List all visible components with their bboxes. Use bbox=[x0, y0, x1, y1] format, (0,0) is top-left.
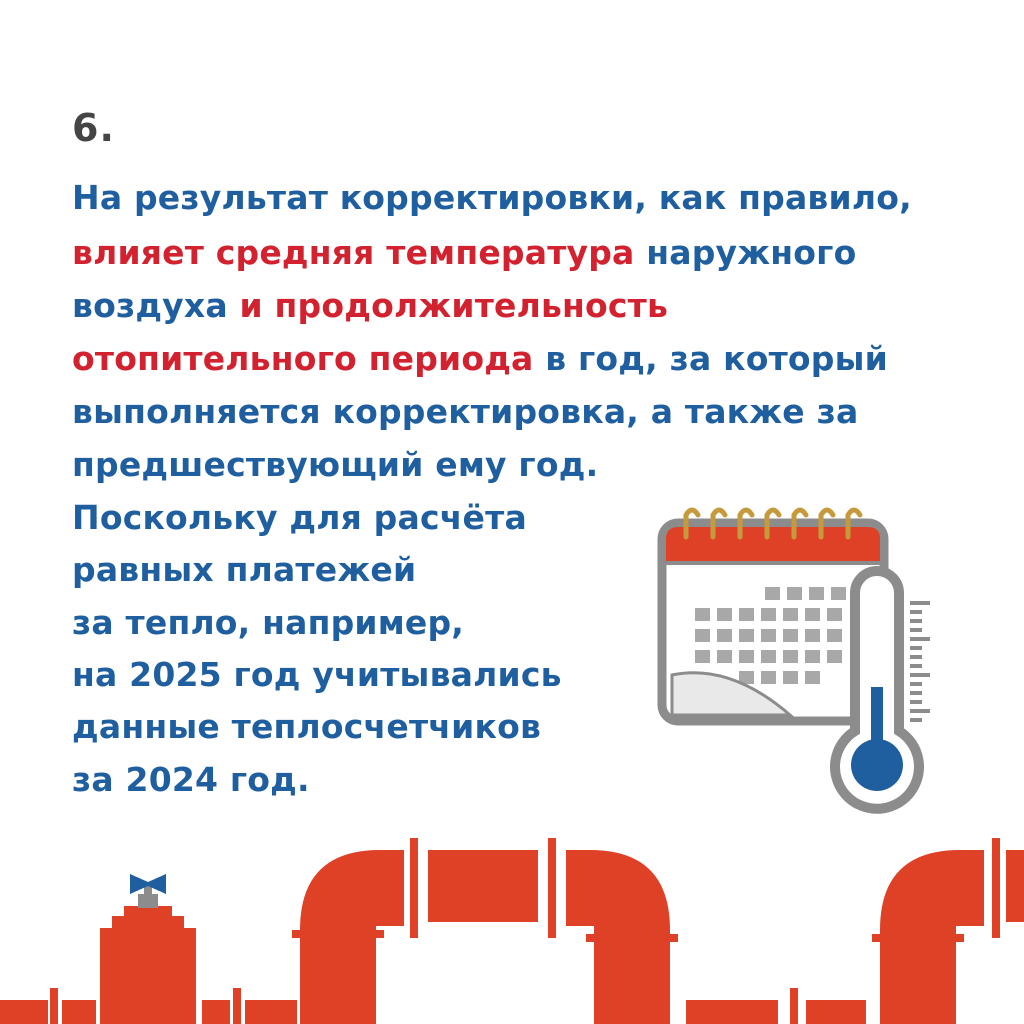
text-line-11: данные теплосчетчиков bbox=[72, 707, 542, 746]
text-fragment: в год, за который bbox=[533, 339, 888, 378]
slide-number: 6. bbox=[72, 106, 115, 150]
text-line-10: на 2025 год учитывались bbox=[72, 655, 562, 694]
pipes-illustration bbox=[0, 810, 1024, 1024]
text-line-7: Поскольку для расчёта bbox=[72, 498, 527, 537]
pipe-system bbox=[0, 838, 1024, 1024]
text-line-9: за тепло, например, bbox=[72, 603, 465, 642]
text-fragment: воздуха bbox=[72, 286, 240, 325]
text-line-3 bbox=[72, 286, 668, 325]
valve-icon bbox=[130, 874, 166, 908]
text-line-2 bbox=[72, 233, 856, 272]
text-line-12: за 2024 год. bbox=[72, 760, 310, 799]
text-line-8: равных платежей bbox=[72, 550, 417, 589]
calendar-thermometer-illustration bbox=[640, 495, 940, 815]
text-line-4 bbox=[72, 339, 888, 378]
text-line-6: предшествующий ему год. bbox=[72, 445, 599, 484]
highlight-temperature: влияет средняя температура bbox=[72, 233, 635, 272]
text-line-1: На результат корректировки, как правило, bbox=[72, 178, 912, 217]
highlight-heating-period: отопительного периода bbox=[72, 339, 534, 378]
text-line-5: выполняется корректировка, а также за bbox=[72, 392, 859, 431]
highlight-duration: и продолжительность bbox=[239, 286, 669, 325]
text-fragment: наружного bbox=[634, 233, 857, 272]
